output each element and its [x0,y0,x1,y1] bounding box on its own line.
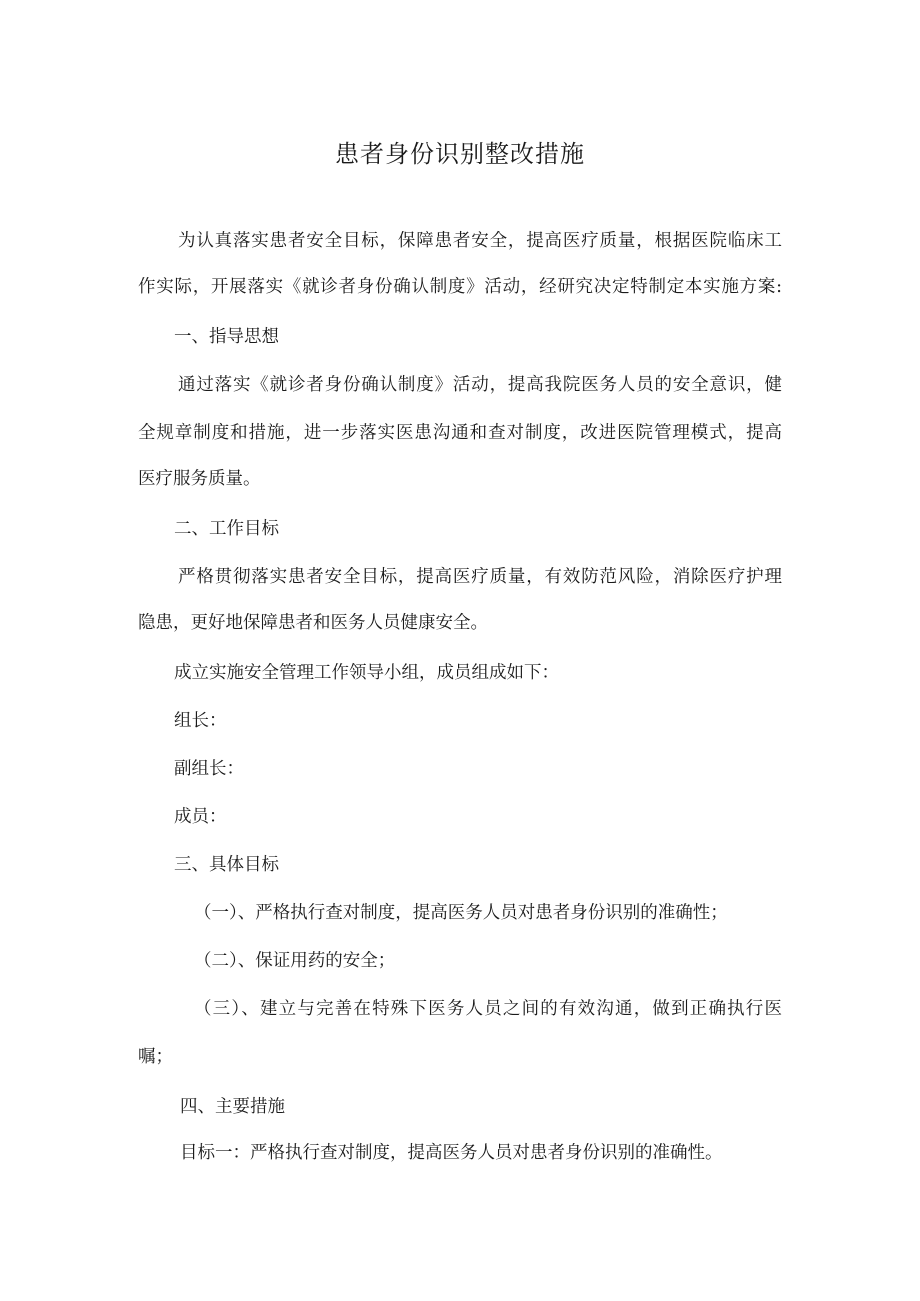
section-heading-guiding-thought: 一、指导思想 [174,327,279,347]
specific-goal-1: （一）、严格执行查对制度，提高医务人员对患者身份识别的准确性； [194,903,728,923]
section1-line-3: 医疗服务质量。 [138,469,261,489]
group-leader-label: 组长： [174,711,227,731]
specific-goal-3: （三）、建立与完善在特殊下医务人员之间的有效沟通，做到正确执行医 [194,999,782,1019]
section-heading-work-goals: 二、工作目标 [174,519,279,539]
specific-goal-3-continued: 嘱； [138,1047,173,1067]
section1-line-2: 全规章制度和措施，进一步落实医患沟通和查对制度，改进医院管理模式，提高 [138,423,782,443]
group-deputy-label: 副组长： [174,759,244,779]
intro-line-2: 作实际，开展落实《就诊者身份确认制度》活动，经研究决定特制定本实施方案: [138,277,782,297]
intro-line-1: 为认真落实患者安全目标，保障患者安全，提高医疗质量，根据医院临床工 [178,231,782,251]
section1-line-1: 通过落实《就诊者身份确认制度》活动，提高我院医务人员的安全意识，健 [178,375,782,395]
group-intro: 成立实施安全管理工作领导小组，成员组成如下： [174,663,559,683]
specific-goal-2: （二）、保证用药的安全； [194,951,396,971]
section-heading-main-measures: 四、主要措施 [180,1097,285,1117]
section-heading-specific-goals: 三、具体目标 [174,855,279,875]
measure-goal-1: 目标一：严格执行查对制度，提高医务人员对患者身份识别的准确性。 [180,1143,723,1163]
section2-line-2: 隐患，更好地保障患者和医务人员健康安全。 [138,613,488,633]
document-title: 患者身份识别整改措施 [335,140,585,168]
section2-line-1: 严格贯彻落实患者安全目标，提高医疗质量，有效防范风险，消除医疗护理 [178,567,782,587]
group-members-label: 成员： [174,807,227,827]
